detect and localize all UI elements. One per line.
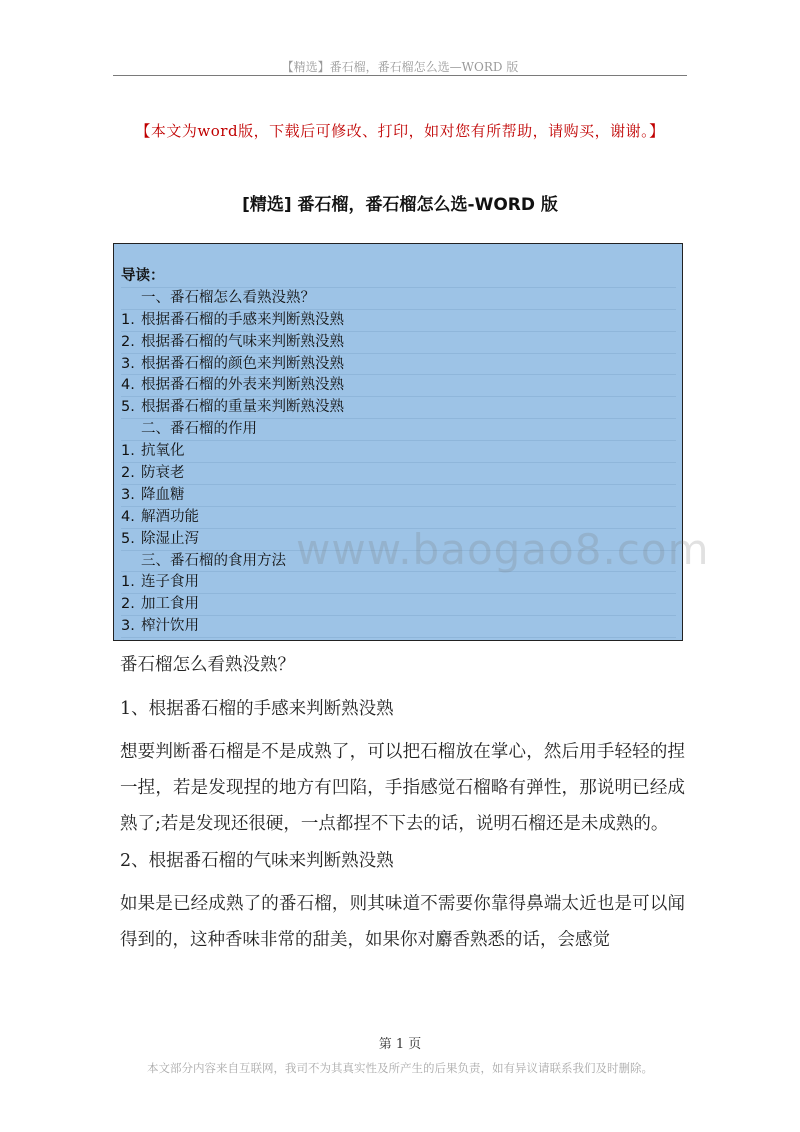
section-heading: 番石榴怎么看熟没熟？ (120, 655, 295, 675)
toc-item: 1. 抗氧化 (121, 441, 676, 463)
header-divider (113, 75, 687, 76)
toc-list (121, 266, 676, 638)
toc-item: 3. 根据番石榴的颜色来判断熟没熟 (121, 354, 676, 376)
toc-item: 1. 根据番石榴的手感来判断熟没熟 (121, 310, 676, 332)
toc-item: 2. 加工食用 (121, 594, 676, 616)
subsection-heading: 2、根据番石榴的气味来判断熟没熟 (120, 851, 394, 871)
toc-lead: 导读： (121, 266, 676, 288)
page-number: 第 1 页 (378, 1037, 422, 1052)
toc-item: 一、番石榴怎么看熟没熟？ (121, 288, 676, 310)
toc-item: 5. 除湿止泻 (121, 529, 676, 551)
document-title: [精选] 番石榴，番石榴怎么选-WORD 版 (242, 195, 558, 215)
page-header: 【精选】番石榴，番石榴怎么选—WORD 版 (281, 60, 519, 74)
watermark: www.baogao8.com (296, 525, 710, 574)
purchase-notice: 【本文为word版，下载后可修改、打印，如对您有所帮助，请购买，谢谢。】 (135, 122, 665, 140)
article-body (120, 652, 685, 964)
toc-item: 2. 根据番石榴的气味来判断熟没熟 (121, 332, 676, 354)
toc-item: 4. 根据番石榴的外表来判断熟没熟 (121, 375, 676, 397)
paragraph: 想要判断番石榴是不是成熟了，可以把石榴放在掌心，然后用手轻轻的捏一捏，若是发现捏的地方有凹陷，手指感觉石榴略有弹性，那说明已经成熟了;若是发现还很硬，一点都捏不下去的话，说明石榴还是未成熟的。 (120, 742, 685, 834)
table-of-contents (113, 243, 683, 641)
toc-item: 5. 根据番石榴的重量来判断熟没熟 (121, 397, 676, 419)
toc-item: 1. 连子食用 (121, 572, 676, 594)
toc-item: 3. 降血糖 (121, 485, 676, 507)
toc-item: 2. 防衰老 (121, 463, 676, 485)
paragraph: 如果是已经成熟了的番石榴，则其味道不需要你靠得鼻端太近也是可以闻得到的，这种香味非常的甜美，如果你对麝香熟悉的话，会感觉 (120, 894, 685, 950)
toc-item: 二、番石榴的作用 (121, 419, 676, 441)
subsection-heading: 1、根据番石榴的手感来判断熟没熟 (120, 699, 394, 719)
toc-item: 4. 解酒功能 (121, 507, 676, 529)
toc-item: 3. 榨汁饮用 (121, 616, 676, 638)
page-footer: 本文部分内容来自互联网，我司不为其真实性及所产生的后果负责，如有异议请联系我们及时删除。 (147, 1061, 653, 1075)
toc-item: 三、番石榴的食用方法 (121, 551, 676, 573)
